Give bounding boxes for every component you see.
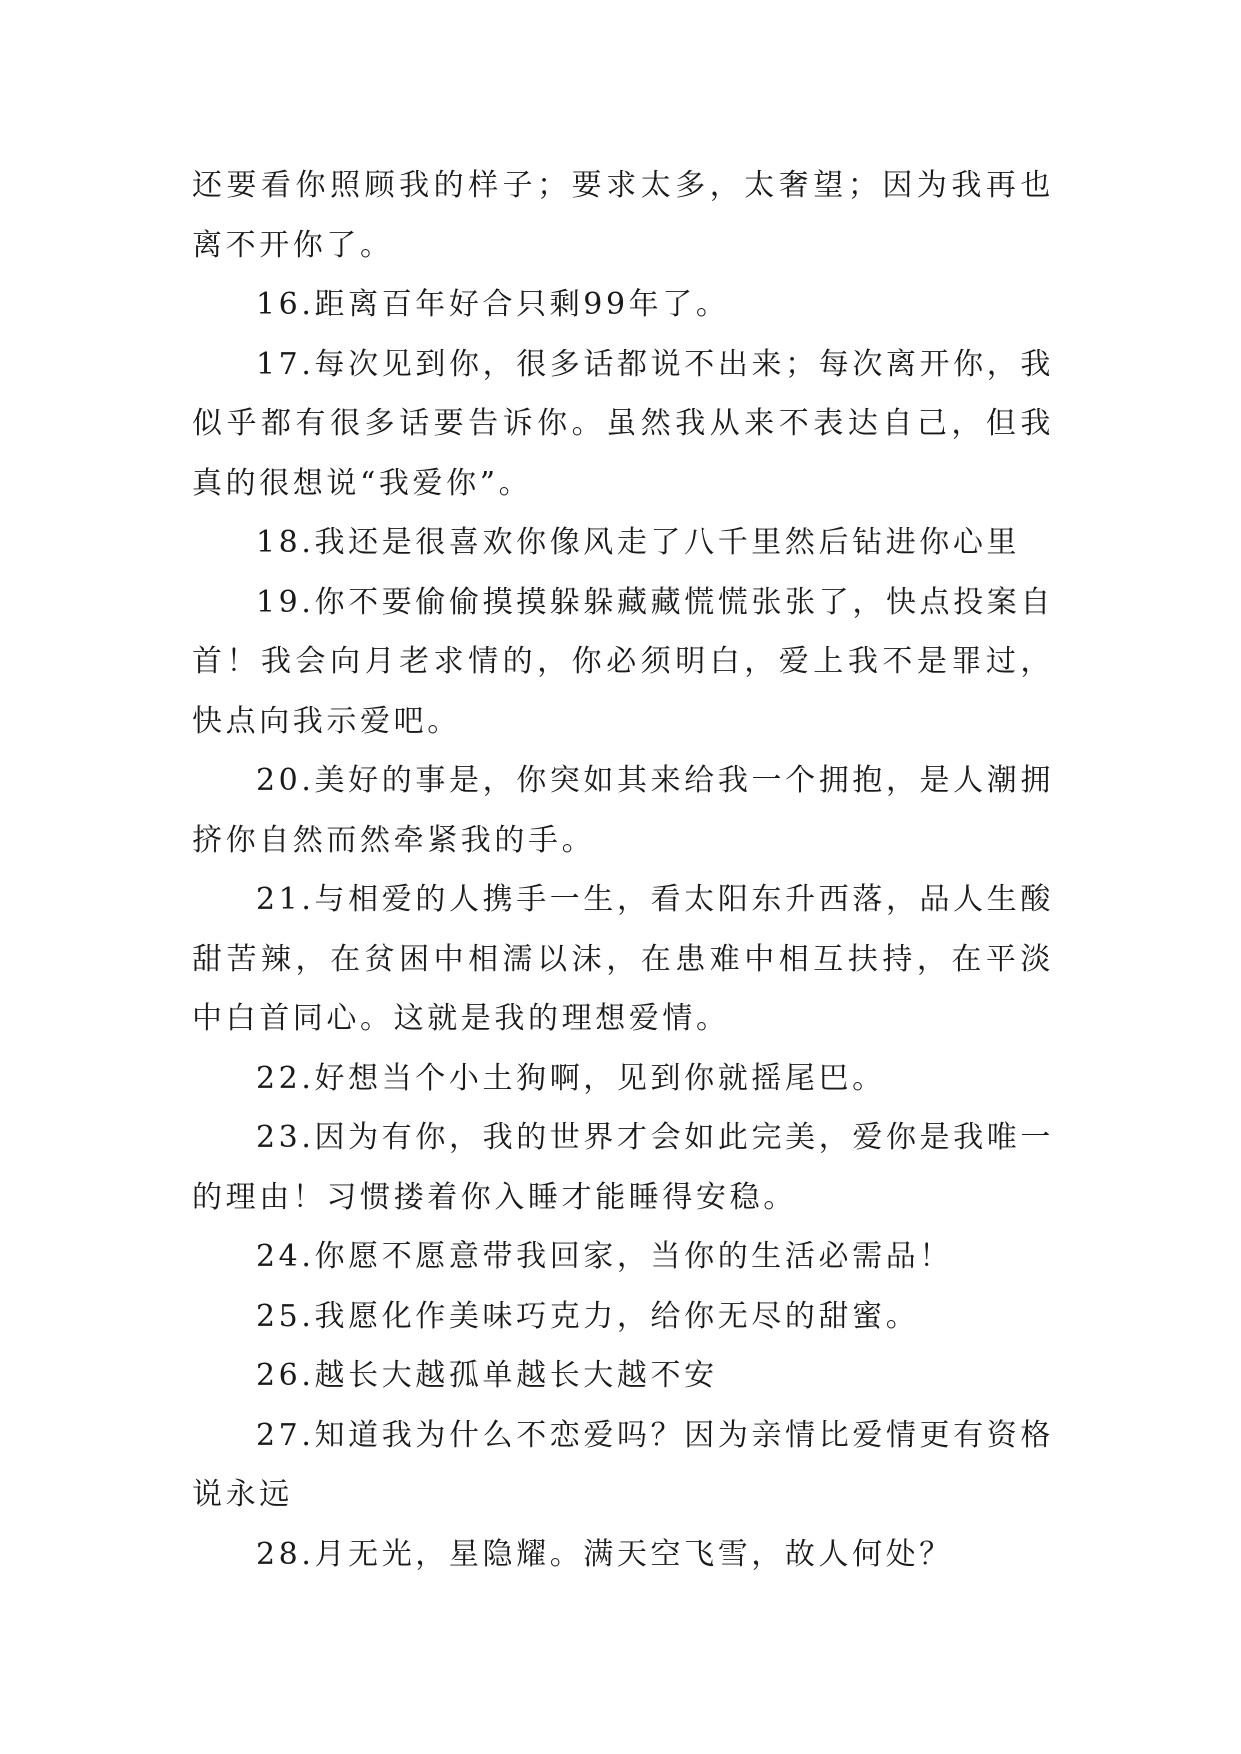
paragraph: 26.越长大越孤单越长大越不安 bbox=[256, 1358, 718, 1393]
paragraph: 还要看你照顾我的样子；要求太多，太奢望；因为我再也离不开你了。 bbox=[192, 168, 1054, 263]
paragraph: 16.距离百年好合只剩99年了。 bbox=[256, 287, 730, 322]
paragraph: 25.我愿化作美味巧克力，给你无尽的甜蜜。 bbox=[256, 1298, 920, 1334]
paragraph: 27.知道我为什么不恋爱吗？因为亲情比爱情更有资格说永远 bbox=[192, 1417, 1054, 1512]
paragraph: 18.我还是很喜欢你像风走了八千里然后钻进你心里 bbox=[256, 525, 1021, 560]
document-body bbox=[192, 156, 1054, 1584]
paragraph: 20.美好的事是，你突如其来给我一个拥抱，是人潮拥挤你自然而然牵紧我的手。 bbox=[192, 763, 1054, 858]
paragraph: 28.月无光，星隐耀。满天空飞雪，故人何处？ bbox=[256, 1536, 953, 1572]
paragraph: 19.你不要偷偷摸摸躲躲藏藏慌慌张张了，快点投案自首！我会向月老求情的，你必须明白，爱上我不是罪过，快点向我示爱吧。 bbox=[192, 584, 1054, 739]
paragraph: 23.因为有你，我的世界才会如此完美，爱你是我唯一的理由！习惯搂着你入睡才能睡得安稳。 bbox=[192, 1120, 1054, 1215]
paragraph: 24.你愿不愿意带我回家，当你的生活必需品！ bbox=[256, 1239, 953, 1274]
paragraph: 21.与相爱的人携手一生，看太阳东升西落，品人生酸甜苦辣，在贫困中相濡以沫，在患难中相互扶持，在平淡中白首同心。这就是我的理想爱情。 bbox=[192, 882, 1054, 1036]
paragraph: 17.每次见到你，很多话都说不出来；每次离开你，我似乎都有很多话要告诉你。虽然我从来不表达自己，但我真的很想说“我爱你”。 bbox=[192, 346, 1054, 501]
paragraph: 22.好想当个小土狗啊，见到你就摇尾巴。 bbox=[256, 1060, 886, 1096]
